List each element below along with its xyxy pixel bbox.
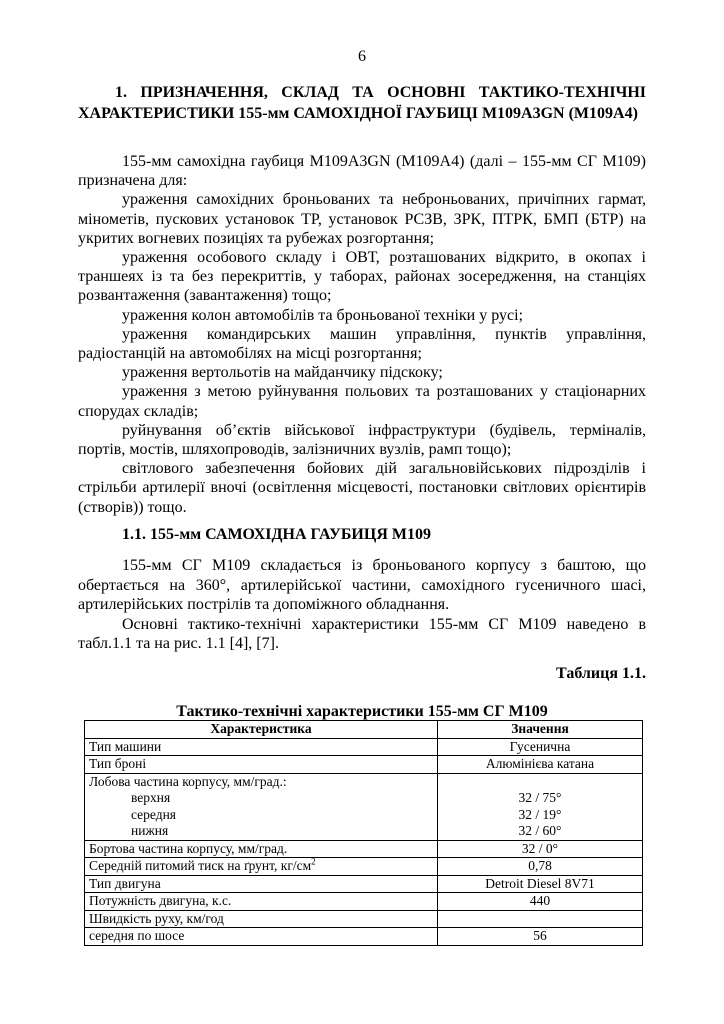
table-row: [85, 893, 643, 911]
row-label-text: Бортова частина корпусу, мм/град.: [89, 840, 288, 856]
subsection-text: [78, 556, 646, 654]
row-value: 440: [438, 893, 643, 911]
row-subvalue: 32 / 60°: [518, 823, 562, 838]
page-number: 6: [358, 48, 366, 65]
row-value: 0,78: [438, 858, 643, 876]
row-label: [85, 756, 438, 774]
unit-superscript: 2: [311, 856, 316, 867]
table-row: [85, 910, 643, 928]
row-label-text: Лобова частина корпусу, мм/град.:: [89, 773, 287, 789]
row-label-text: середня по шосе: [89, 928, 185, 943]
table-reference: Таблиця 1.1.: [556, 665, 646, 682]
table-row: [85, 738, 643, 756]
row-subvalue: 32 / 19°: [518, 806, 562, 822]
row-label: [85, 773, 438, 840]
table-header-row: [85, 721, 643, 739]
intro-text: [78, 152, 646, 517]
row-label: [85, 928, 438, 946]
section-heading: 1. ПРИЗНАЧЕННЯ, СКЛАД ТА ОСНОВНІ ТАКТИКО-ТЕХНІЧНІ ХАРАКТЕРИСТИКИ 155-мм САМОХІДНОЇ ГАУБИЦІ M109A3GN (M109A4): [78, 84, 646, 122]
row-sublabel: середня: [131, 806, 177, 822]
row-subvalue: 32 / 75°: [518, 790, 562, 805]
column-header: Значення: [438, 721, 643, 739]
row-label-text: Тип двигуна: [89, 875, 161, 891]
paragraph: ураження колон автомобілів та броньованої техніки у русі;: [122, 306, 524, 324]
table-row: [85, 756, 643, 774]
subsection-heading: 1.1. 155-мм САМОХІДНА ГАУБИЦЯ М109: [122, 526, 431, 543]
paragraph: ураження самохідних броньованих та неброньованих, причіпних гармат, мінометів, пускових установок ТР, установок РСЗВ, ЗРК, ПТРК, БМП (БТР) на укритих вогневих позиціях та рубежах розгортання;: [78, 191, 646, 247]
paragraph: 155-мм самохідна гаубиця M109A3GN (M109A4) (далі – 155-мм СГ М109) призначена для:: [78, 153, 646, 190]
row-value: Алюмінієва катана: [438, 756, 643, 774]
row-value: [438, 910, 643, 928]
table-body: [85, 738, 643, 945]
row-sublabel: верхня: [131, 790, 171, 805]
row-label: [85, 840, 438, 858]
row-sublabel: нижня: [131, 823, 169, 838]
row-label-text: Тип броні: [89, 756, 147, 771]
paragraph: Основні тактико-технічні характеристики 155-мм СГ М109 наведено в табл.1.1 та на рис. 1.1 [4], [7].: [78, 615, 646, 653]
row-value: Detroit Diesel 8V71: [438, 875, 643, 893]
paragraph: ураження вертольотів на майданчику підскоку;: [122, 364, 443, 382]
row-label: [85, 738, 438, 756]
row-label-text: Тип машини: [89, 738, 162, 754]
table-row: [85, 840, 643, 858]
table-row: [85, 858, 643, 876]
paragraph: руйнування об’єктів військової інфраструктури (будівель, терміналів, портів, мостів, шляхопроводів, залізничних вузлів, рамп тощо);: [78, 421, 646, 459]
table-row: [85, 875, 643, 893]
row-label: [85, 910, 438, 928]
row-label: [85, 858, 438, 876]
table-row: [85, 928, 643, 946]
paragraph: ураження командирських машин управління, пунктів управління, радіостанцій на автомобілях на місці розгортання;: [78, 325, 646, 363]
row-value: Гусенична: [438, 738, 643, 756]
row-label: [85, 893, 438, 911]
row-value: [438, 773, 643, 840]
table-caption: Тактико-технічні характеристики 155-мм СГ М109: [176, 703, 548, 720]
paragraph: світлового забезпечення бойових дій загальновійськових підрозділів і стрільби артилерії вночі (освітлення місцевості, постановки світлових орієнтирів (створів)) тощо.: [78, 460, 646, 516]
row-label-text: Середній питомий тиск на ґрунт, кг/см: [89, 858, 312, 873]
row-value: 56: [438, 928, 643, 946]
spec-table: [84, 720, 643, 946]
table-row: [85, 773, 643, 840]
row-label-text: Потужність двигуна, к.с.: [89, 893, 232, 908]
row-label-text: Швидкість руху, км/год: [89, 910, 224, 926]
row-value: 32 / 0°: [438, 840, 643, 858]
paragraph: ураження з метою руйнування польових та розташованих у стаціонарних спорудах складів;: [78, 383, 646, 420]
paragraph: 155-мм СГ М109 складається із броньованого корпусу з баштою, що обертається на 360°, артилерійської частини, самохідного гусеничного шасі, артилерійських пострілів та допоміжного обладнання.: [78, 557, 646, 614]
row-label: [85, 875, 438, 893]
paragraph: ураження особового складу і ОВТ, розташованих відкрито, в окопах і траншеях із та без перекриттів, у таборах, районах зосередження, на станціях розвантаження (завантаження) тощо;: [78, 249, 646, 305]
column-header: Характеристика: [85, 721, 438, 739]
